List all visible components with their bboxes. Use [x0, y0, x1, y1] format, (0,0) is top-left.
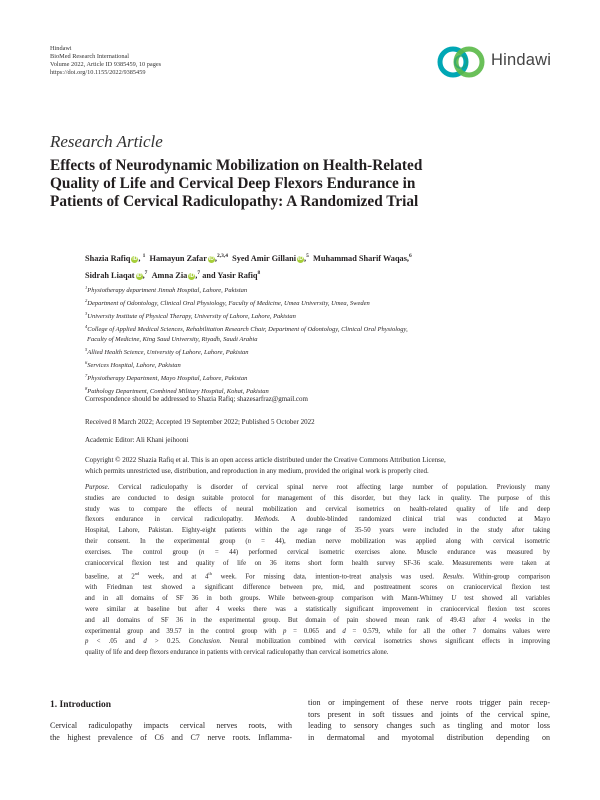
affiliation-text: Pathology Department, Combined Military Hospital, Kohat, Pakistan: [87, 388, 269, 396]
publisher-name: Hindawi: [50, 45, 72, 52]
affiliation-text: College of Applied Medical Sciences, Rehabilitation Research Chair, Department of Odontology, Clinical Oral Physiology,: [87, 326, 408, 334]
hindawi-logo-icon: [435, 42, 489, 82]
abstract-line: exercises. The control group (n = 44) performed cervical isometric exercises alone. Muscle endurance was measured by: [85, 548, 550, 556]
affiliation: [85, 322, 555, 335]
publication-dates: Received 8 March 2022; Accepted 19 September 2022; Published 5 October 2022: [85, 418, 315, 426]
author-name: Syed Amir Gillani: [232, 253, 297, 263]
copyright-line: Copyright © 2022 Shazia Rafiq et al. This is an open access article distributed under the Creative Commons Attribution License,: [85, 456, 446, 464]
affiliation-number: 8: [85, 386, 88, 392]
body-text-line: leading to sensory changes such as tingling and motor loss: [308, 721, 550, 731]
correspondence: Correspondence should be addressed to Shazia Rafiq; shazesarfraz@gmail.com: [85, 395, 308, 403]
affiliation-text: Physiotherapy Department, Mayo Hospital, Lahore, Pakistan: [87, 375, 248, 383]
abstract-line: baseline, at 2nd week, and at 4th week. For missing data, intention-to-treat analysis was used. Results. Within-group comparison: [85, 571, 550, 581]
affiliation-text: Services Hospital, Lahore, Pakistan: [87, 362, 181, 370]
affiliation: [85, 309, 555, 322]
affiliation-text: Department of Odontology, Clinical Oral Physiology, Faculty of Medicine, Umea University, Umea, Sweden: [87, 300, 370, 308]
affiliation-list: [85, 283, 555, 397]
author-affiliation-number: 7: [197, 269, 201, 276]
affiliation-number: 4: [85, 324, 88, 330]
author-name: Shazia Rafiq: [85, 253, 131, 263]
affiliation-number: 5: [85, 347, 88, 353]
affiliation-number: 3: [85, 311, 88, 317]
affiliation: [85, 345, 555, 358]
hindawi-logo: [435, 42, 555, 84]
affiliation-text: University Institute of Physical Therapy, University of Lahore, Lahore, Pakistan: [87, 313, 296, 321]
author-name: Sidrah Liaqat: [85, 270, 135, 280]
orcid-icon[interactable]: iD: [136, 272, 142, 279]
affiliation-number: 6: [85, 360, 88, 366]
body-text-line: Cervical radiculopathy impacts cervical nerves roots, with: [50, 721, 292, 730]
affiliation: [85, 371, 555, 384]
academic-editor: Academic Editor: Ali Khani jeihooni: [85, 436, 189, 444]
volume-info: Volume 2022, Article ID 9385459, 10 pages: [50, 61, 162, 68]
affiliation: [85, 335, 555, 345]
affiliation: [85, 283, 555, 296]
body-text-line: tors present in soft tissues and joints of the cervical spine,: [308, 709, 550, 719]
abstract-line: with Friedman test showed a significant difference between pre, mid, and posttreatment scores on craniocervical flexion test: [85, 584, 550, 592]
article-title: [50, 157, 550, 211]
abstract-line: their consent. In the experimental group (n = 44), median nerve mobilization was applied along with cervical isometric: [85, 537, 550, 545]
intro-right-column: [308, 697, 550, 743]
orcid-icon[interactable]: iD: [208, 255, 214, 262]
title-line: Quality of Life and Cervical Deep Flexors Endurance in: [50, 175, 416, 192]
author-name: Amna Zia: [151, 270, 188, 280]
body-text-line: the highest prevalence of C6 and C7 nerve roots. Inflamma-: [50, 732, 292, 742]
affiliation-number: 1: [85, 285, 88, 290]
body-text-line: in dermatomal and myotomal distribution depending on: [308, 732, 550, 742]
copyright-line: which permits unrestricted use, distribution, and reproduction in any medium, provided the original work is properly cited.: [85, 466, 429, 475]
abstract: [85, 483, 550, 659]
author-line-2: Sidrah Liaqat iD,$^7$ Amna Zia iD,$^7$ and Yasir Rafiq$^8$: [85, 269, 261, 280]
author-affiliation-number: 1: [142, 253, 146, 259]
author-line-1: Shazia Rafiq iD, $^1$ Hamayun Zafar iD,$^{2,3,4}$ Syed Amir Gillani iD,$^5$ Muhammad Sharif Waqas,$^6$: [85, 253, 412, 263]
orcid-icon[interactable]: iD: [298, 255, 304, 262]
affiliation: [85, 358, 555, 371]
abstract-heading-results: Results.: [442, 573, 465, 581]
journal-info: [50, 45, 161, 77]
abstract-line: craniocervical flexion test and quality of life on 36 items short form health survey SF-36 scale. Measurements were taken at: [85, 559, 550, 567]
journal-name: BioMed Research International: [50, 53, 130, 60]
author-separator: and: [200, 270, 218, 280]
author-affiliation-number: 2,3,4: [216, 253, 228, 259]
abstract-heading-methods: Methods.: [254, 516, 280, 524]
author-affiliation-number: 6: [409, 253, 412, 259]
abstract-line: p < .05 and d > 0.25. Conclusion. Neural mobilization combined with cervical isometrics shows significant effects in improving: [85, 638, 550, 646]
abstract-line: study was to compare the effects of neural mobilization and cervical isometrics on health-related quality of life and deep: [85, 505, 550, 513]
doi-link[interactable]: https://doi.org/10.1155/2022/9385459: [50, 69, 146, 76]
author-name: Muhammad Sharif Waqas,: [313, 253, 410, 263]
abstract-line: studies are conducted to design suitable protocol for management of this disorder, but they lack in quality. The purpose of this: [85, 494, 550, 502]
orcid-icon[interactable]: iD: [189, 272, 195, 279]
abstract-heading-purpose: Purpose.: [85, 484, 110, 491]
author-affiliation-number: 5: [306, 253, 309, 259]
abstract-line: were similar at baseline but after 4 weeks there was a statistically significant improvement in craniocervical flexion test scores: [85, 606, 550, 614]
affiliation-text: Allied Health Science, University of Lahore, Lahore, Pakistan: [87, 349, 249, 357]
author-name: Hamayun Zafar: [149, 253, 207, 263]
abstract-line: Purpose. Cervical radiculopathy is disorder of cervical spinal nerve root affecting large number of population. Previously many: [85, 484, 550, 491]
abstract-line: Hospital, Lahore, Pakistan. Eighty-eight patients within the age range of 35-50 years were included in the study after taking: [85, 527, 550, 535]
affiliation: [85, 296, 555, 309]
affiliation-text: Faculty of Medicine, King Saud University, Riyadh, Saudi Arabia: [87, 336, 258, 344]
author-affiliation-number: 8: [257, 269, 261, 276]
author-separator: ,: [138, 253, 143, 263]
abstract-line: and all domains of SF 36 in the experimental group. But domain of pain showed mean rank of 49.43 after 4 weeks in the: [85, 616, 550, 624]
orcid-icon[interactable]: iD: [132, 255, 138, 262]
abstract-line: and in all domains of SF 36 in both groups. While between-group comparison with Mann-Whitney U test showed all variables: [85, 595, 551, 603]
copyright: [85, 455, 446, 477]
author-list: [85, 249, 555, 283]
abstract-line: quality of life and deep flexors endurance in patients with cervical radiculopathy than cervical isometrics alone.: [85, 649, 389, 657]
hindawi-logo-text: Hindawi: [491, 51, 552, 69]
intro-left-column: [50, 720, 292, 743]
affiliation-number: 7: [85, 373, 88, 379]
affiliation-number: 2: [85, 298, 88, 304]
affiliation-text: Physiotherapy department Jinnah Hospital, Lahore, Pakistan: [87, 287, 248, 295]
abstract-heading-conclusion: Conclusion.: [188, 638, 222, 646]
author-affiliation-number: 7: [144, 269, 148, 276]
author-name: Yasir Rafiq: [217, 270, 258, 280]
article-type: Research Article: [50, 132, 163, 151]
title-line: Patients of Cervical Radiculopathy: A Randomized Trial: [50, 193, 419, 210]
title-line: Effects of Neurodynamic Mobilization on Health-Related: [50, 157, 423, 174]
abstract-line: experimental group and 39.57 in the control group with p = 0.065 and d = 0.579, while for all the other 7 domains values were: [85, 627, 550, 635]
body-text-line: tion or impingement of these nerve roots trigger pain recep-: [308, 698, 550, 707]
section-heading: 1. Introduction: [50, 700, 112, 710]
abstract-line: flexors endurance in cervical radiculopathy. Methods. A double-blinded randomized clinical trial was conducted at Mayo: [85, 516, 550, 524]
